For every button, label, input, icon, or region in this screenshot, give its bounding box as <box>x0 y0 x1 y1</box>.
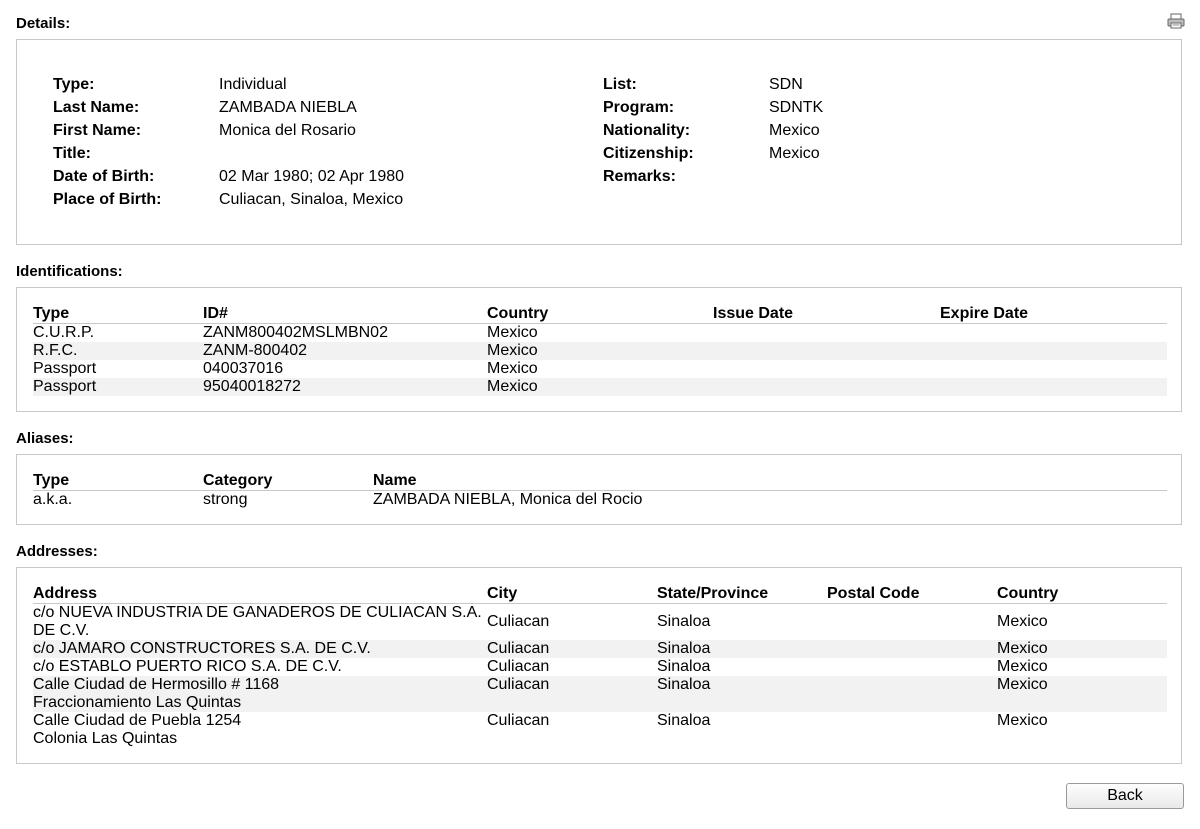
id-number-cell: ZANM-800402 <box>203 342 308 359</box>
aliases-title: Aliases: <box>16 430 74 447</box>
detail-label: List: <box>603 76 637 93</box>
details-right-list <box>603 73 823 188</box>
details-left-list <box>53 73 404 211</box>
id-number-cell: 040037016 <box>203 360 284 377</box>
id-expire-date-cell <box>940 342 1167 360</box>
table-header <box>33 472 1167 491</box>
id-country-cell: Mexico <box>487 342 538 359</box>
column-header-issue-date: Issue Date <box>713 305 794 322</box>
address-cell: c/o NUEVA INDUSTRIA DE GANADEROS DE CULIACAN S.A. DE C.V. <box>33 604 482 639</box>
table-row <box>33 658 1167 676</box>
address-country-cell: Mexico <box>997 712 1048 729</box>
table-row <box>33 324 1167 342</box>
table-row <box>33 491 1167 509</box>
detail-label: Place of Birth: <box>53 191 162 208</box>
detail-label: Program: <box>603 99 675 116</box>
id-issue-date-cell <box>713 360 940 378</box>
id-expire-date-cell <box>940 378 1167 396</box>
column-header-type: Type <box>33 305 70 322</box>
address-state-cell: Sinaloa <box>657 613 711 630</box>
details-title: Details: <box>16 15 71 32</box>
id-expire-date-cell <box>940 360 1167 378</box>
column-header-city: City <box>487 585 518 602</box>
detail-value: SDN <box>769 76 803 93</box>
address-cell: c/o ESTABLO PUERTO RICO S.A. DE C.V. <box>33 658 342 675</box>
table-row <box>33 676 1167 712</box>
address-postal-code-cell <box>827 658 997 676</box>
table-row <box>33 640 1167 658</box>
detail-row-list <box>603 73 823 96</box>
detail-label: First Name: <box>53 122 142 139</box>
detail-label: Remarks: <box>603 168 676 185</box>
column-header-state: State/Province <box>657 585 769 602</box>
column-header-address: Address <box>33 585 98 602</box>
printer-icon[interactable] <box>1167 13 1185 29</box>
alias-category-cell: strong <box>203 491 248 508</box>
id-country-cell: Mexico <box>487 324 538 341</box>
table-row <box>33 712 1167 748</box>
address-cell: c/o JAMARO CONSTRUCTORES S.A. DE C.V. <box>33 640 371 657</box>
address-state-cell: Sinaloa <box>657 712 711 729</box>
id-type-cell: Passport <box>33 378 97 395</box>
addresses-panel <box>16 567 1182 764</box>
address-country-cell: Mexico <box>997 640 1048 657</box>
address-city-cell: Culiacan <box>487 640 550 657</box>
detail-value: Monica del Rosario <box>219 122 356 139</box>
column-header-country: Country <box>487 305 549 322</box>
id-country-cell: Mexico <box>487 360 538 377</box>
address-state-cell: Sinaloa <box>657 676 711 693</box>
detail-row-last-name <box>53 96 404 119</box>
identifications-title: Identifications: <box>16 263 123 280</box>
column-header-country: Country <box>997 585 1059 602</box>
address-country-cell: Mexico <box>997 613 1048 630</box>
detail-value: 02 Mar 1980; 02 Apr 1980 <box>219 168 405 185</box>
column-header-name: Name <box>373 472 417 489</box>
column-header-id: ID# <box>203 305 228 322</box>
detail-row-nationality <box>603 119 823 142</box>
id-type-cell: C.U.R.P. <box>33 324 95 341</box>
alias-name-cell: ZAMBADA NIEBLA, Monica del Rocio <box>373 491 643 508</box>
detail-value: Culiacan, Sinaloa, Mexico <box>219 191 404 208</box>
detail-value: ZAMBADA NIEBLA <box>219 99 357 116</box>
id-country-cell: Mexico <box>487 378 538 395</box>
detail-value: Mexico <box>769 122 820 139</box>
id-issue-date-cell <box>713 378 940 396</box>
detail-row-remarks <box>603 165 823 188</box>
alias-type-cell: a.k.a. <box>33 491 73 508</box>
detail-row-date-of-birth <box>53 165 404 188</box>
detail-value: Mexico <box>769 145 820 162</box>
id-number-cell: 95040018272 <box>203 378 301 395</box>
table-header <box>33 585 1167 604</box>
address-city-cell: Culiacan <box>487 658 550 675</box>
detail-row-first-name <box>53 119 404 142</box>
address-city-cell: Culiacan <box>487 613 550 630</box>
detail-label: Nationality: <box>603 122 691 139</box>
column-header-expire-date: Expire Date <box>940 305 1029 322</box>
addresses-title: Addresses: <box>16 543 98 560</box>
table-row <box>33 378 1167 396</box>
id-issue-date-cell <box>713 324 940 342</box>
column-header-type: Type <box>33 472 70 489</box>
address-city-cell: Culiacan <box>487 676 550 693</box>
address-country-cell: Mexico <box>997 676 1048 693</box>
detail-row-citizenship <box>603 142 823 165</box>
detail-label: Type: <box>53 76 95 93</box>
identifications-panel <box>16 287 1182 412</box>
detail-row-place-of-birth <box>53 188 404 211</box>
id-issue-date-cell <box>713 342 940 360</box>
address-cell: Calle Ciudad de Puebla 1254 Colonia Las Quintas <box>33 712 242 747</box>
back-button[interactable]: Back <box>1066 783 1184 809</box>
detail-label: Citizenship: <box>603 145 694 162</box>
address-state-cell: Sinaloa <box>657 640 711 657</box>
address-state-cell: Sinaloa <box>657 658 711 675</box>
detail-value: SDNTK <box>769 99 824 116</box>
detail-label: Last Name: <box>53 99 140 116</box>
detail-label: Title: <box>53 145 91 162</box>
address-city-cell: Culiacan <box>487 712 550 729</box>
table-row <box>33 604 1167 640</box>
address-postal-code-cell <box>827 640 997 658</box>
address-cell: Calle Ciudad de Hermosillo # 1168 Fraccionamiento Las Quintas <box>33 676 280 711</box>
table-row <box>33 342 1167 360</box>
identifications-table <box>33 305 1167 396</box>
address-country-cell: Mexico <box>997 658 1048 675</box>
aliases-panel <box>16 454 1182 525</box>
id-type-cell: R.F.C. <box>33 342 78 359</box>
column-header-category: Category <box>203 472 273 489</box>
column-header-postal-code: Postal Code <box>827 585 920 602</box>
id-expire-date-cell <box>940 324 1167 342</box>
detail-row-title <box>53 142 404 165</box>
detail-value: Individual <box>219 76 287 93</box>
detail-row-type <box>53 73 404 96</box>
id-number-cell: ZANM800402MSLMBN02 <box>203 324 388 341</box>
detail-label: Date of Birth: <box>53 168 155 185</box>
address-postal-code-cell <box>827 676 997 712</box>
detail-row-program <box>603 96 823 119</box>
table-row <box>33 360 1167 378</box>
aliases-table <box>33 472 1167 509</box>
table-header <box>33 305 1167 324</box>
addresses-table <box>33 585 1167 748</box>
id-type-cell: Passport <box>33 360 97 377</box>
address-postal-code-cell <box>827 712 997 748</box>
